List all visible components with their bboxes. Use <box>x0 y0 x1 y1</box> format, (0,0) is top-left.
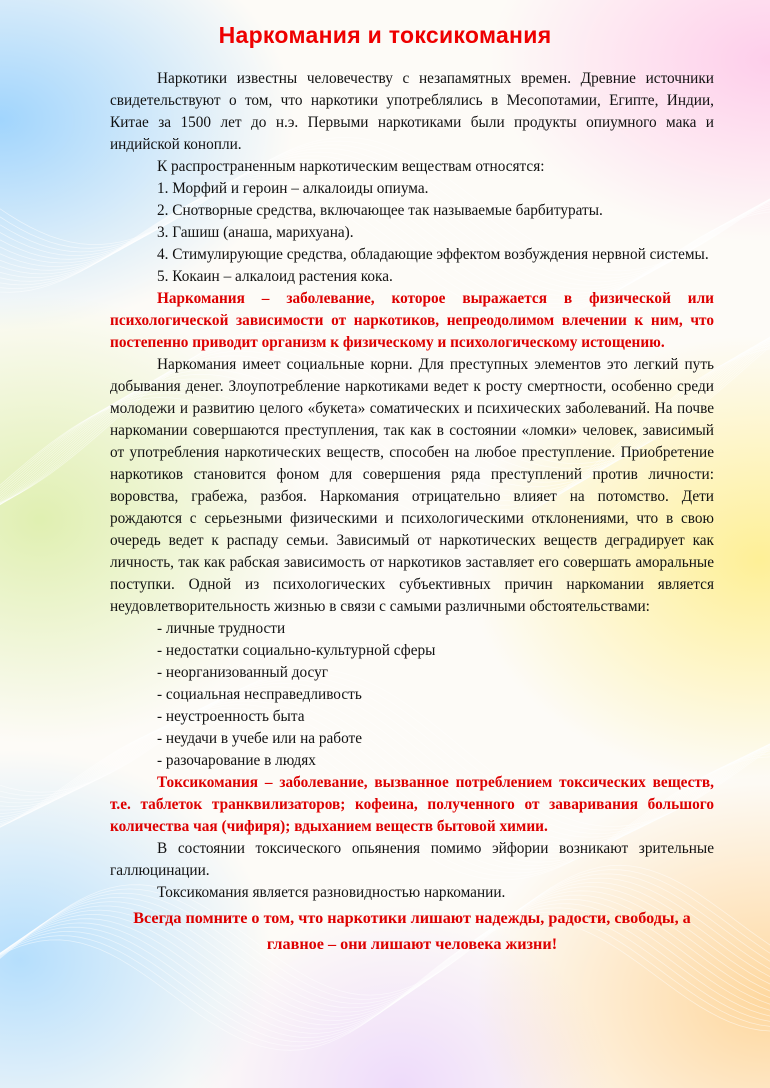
narcomania-definition: Наркомания – заболевание, которое выражается в физической или психологической зависимости от наркотиков, непреодолимом влечении к ним, что постепенно приводит организм к физическому и психологическому истощению. <box>110 290 714 351</box>
substance-item: 3. Гашиш (анаша, марихуана). <box>157 224 354 241</box>
substances-lead: К распространенным наркотическим веществам относятся: <box>157 158 545 175</box>
social-roots-paragraph: Наркомания имеет социальные корни. Для преступных элементов это легкий путь добывания денег. Злоупотребление наркотиками ведет к росту смертности, особенно среди молодежи и развитию целого «букета» соматических и психических заболеваний. На почве наркомании совершаются преступления, так как в состоянии «ломки» человек, зависимый от употребления наркотических веществ, способен на любое преступление. Приобретение наркотиков становится фоном для совершения ряда преступлений против личности: воровства, грабежа, разбоя. Наркомания отрицательно влияет на потомство. Дети рождаются с серьезными физическими и психологическими отклонениями, что в свою очередь ведет к распаду семьи. Зависимый от наркотических веществ деградирует как личность, так как рабская зависимость от наркотиков заставляет его совершать аморальные поступки. Одной из психологических субъективных причин наркомании является неудовлетворительность жизнью в связи с самыми различными обстоятельствами: <box>110 356 714 615</box>
cause-item: - неудачи в учебе или на работе <box>157 730 363 747</box>
toxicomania-definition: Токсикомания – заболевание, вызванное потреблением токсических веществ, т.е. таблеток транквилизаторов; кофеина, полученного от заваривания большого количества чая (чифиря); вдыханием веществ бытовой химии. <box>110 774 714 835</box>
closing-warning: Всегда помните о том, что наркотики лишают надежды, радости, свободы, а главное – они лишают человека жизни! <box>133 909 691 953</box>
cause-item: - неустроенность быта <box>157 708 305 725</box>
intro-paragraph: Наркотики известны человечеству с незапамятных времен. Древние источники свидетельствуют о том, что наркотики употреблялись в Месопотамии, Египте, Индии, Китае за 1500 лет до н.э. Первыми наркотиками были продукты опиумного мака и индийской конопли. <box>110 70 714 153</box>
cause-item: - недостатки социально-культурной сферы <box>157 642 436 659</box>
substance-item: 5. Кокаин – алкалоид растения кока. <box>157 268 393 285</box>
page-title: Наркомания и токсикомания <box>218 22 552 48</box>
cause-item: - разочарование в людях <box>157 752 316 769</box>
document-body <box>110 68 714 957</box>
toxic-state-paragraph: В состоянии токсического опьянения помимо эйфории возникают зрительные галлюцинации. <box>110 840 714 879</box>
cause-item: - неорганизованный досуг <box>157 664 329 681</box>
toxic-variety-paragraph: Токсикомания является разновидностью наркомании. <box>157 884 506 901</box>
cause-item: - социальная несправедливость <box>157 686 362 703</box>
cause-item: - личные трудности <box>157 620 286 637</box>
substance-item: 4. Стимулирующие средства, обладающие эффектом возбуждения нервной системы. <box>157 246 709 263</box>
substance-item: 1. Морфий и героин – алкалоиды опиума. <box>157 180 429 197</box>
substance-item: 2. Снотворные средства, включающее так называемые барбитураты. <box>157 202 603 219</box>
